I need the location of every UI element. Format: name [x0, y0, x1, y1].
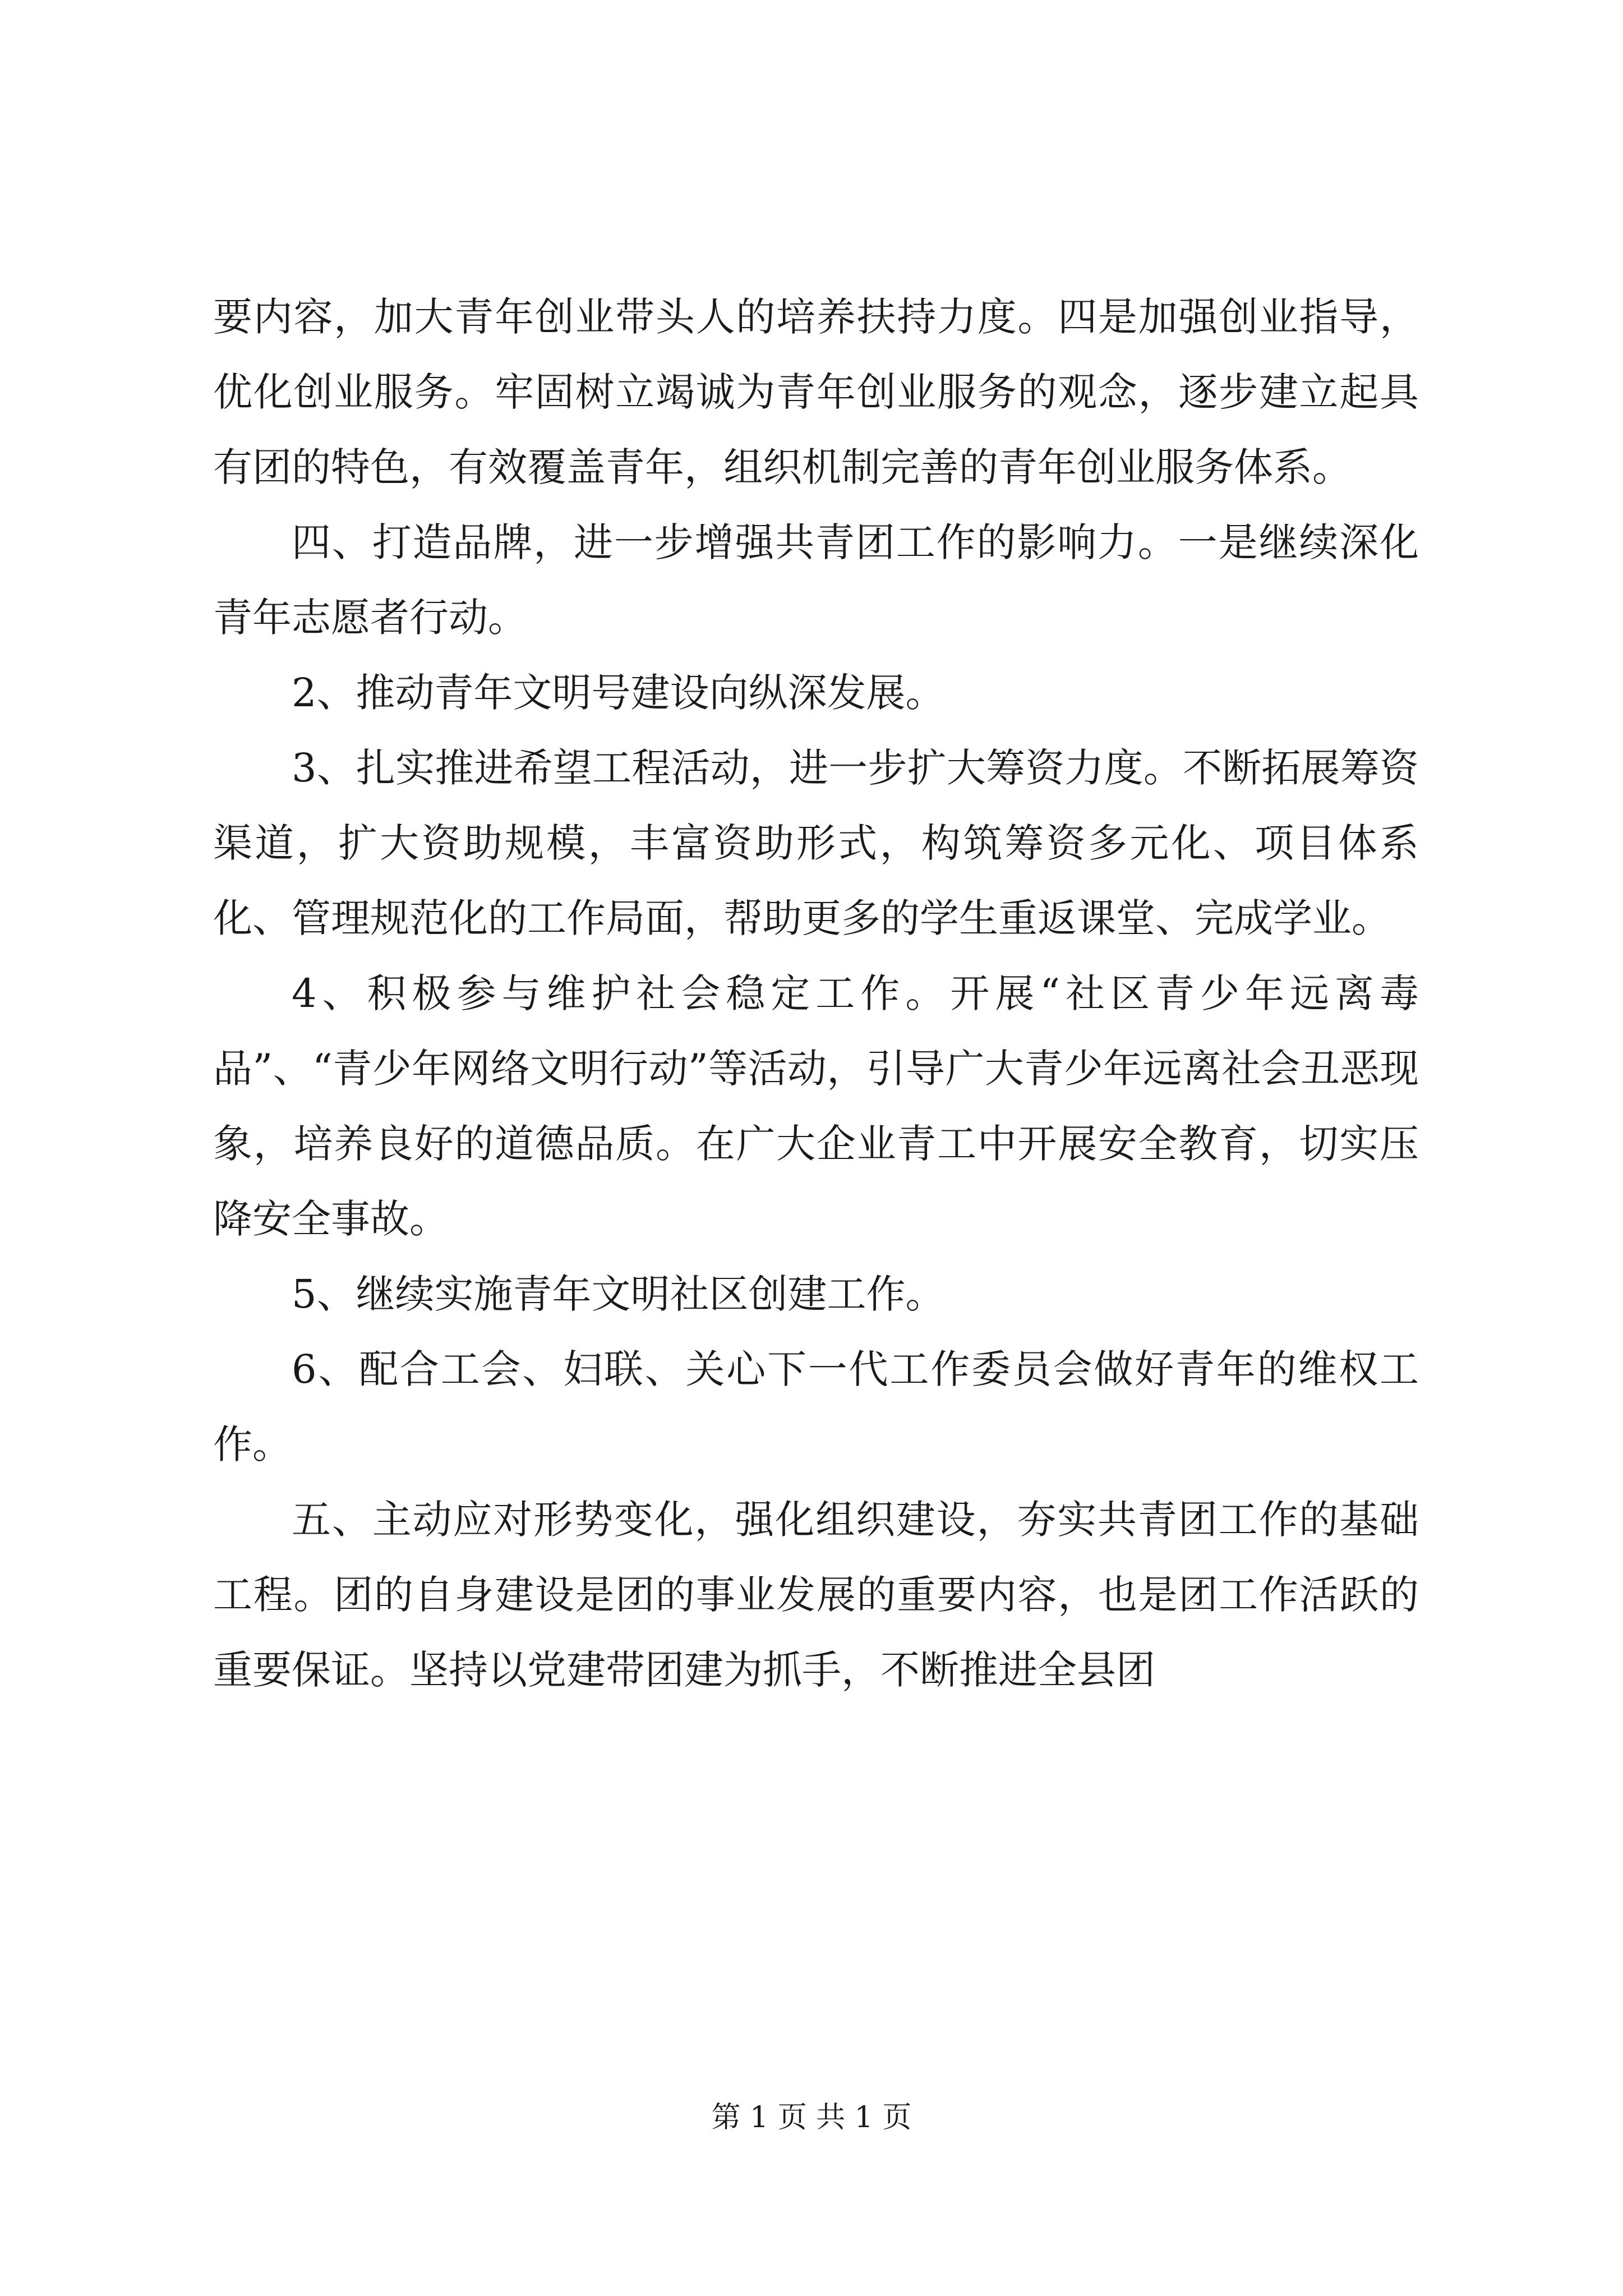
- paragraph-7: 6、配合工会、妇联、关心下一代工作委员会做好青年的维权工作。: [213, 1346, 1419, 1467]
- paragraph-2: 四、打造品牌，进一步增强共青团工作的影响力。一是继续深化青年志愿者行动。: [213, 519, 1419, 641]
- paragraph-3: 2、推动青年文明号建设向纵深发展。: [292, 670, 945, 716]
- paragraph-8: 五、主动应对形势变化，强化组织建设，夯实共青团工作的基础工程。团的自身建设是团的事业发展的重要内容，也是团工作活跃的重要保证。坚持以党建带团建为抓手，不断推进全县团: [213, 1497, 1419, 1693]
- paragraph-5: 4、积极参与维护社会稳定工作。开展“社区青少年远离毒品”、“青少年网络文明行动”等活动，引导广大青少年远离社会丑恶现象，培养良好的道德品质。在广大企业青工中开展安全教育，切实压降安全事故。: [213, 970, 1419, 1242]
- paragraph-4: 3、扎实推进希望工程活动，进一步扩大筹资力度。不断拓展筹资渠道，扩大资助规模，丰富资助形式，构筑筹资多元化、项目体系化、管理规范化的工作局面，帮助更多的学生重返课堂、完成学业。: [213, 745, 1419, 941]
- page-footer: 第 1 页 共 1 页: [711, 2101, 912, 2134]
- paragraph-6: 5、继续实施青年文明社区创建工作。: [292, 1271, 945, 1317]
- document-body: [213, 279, 1419, 1708]
- paragraph-1: 要内容，加大青年创业带头人的培养扶持力度。四是加强创业指导，优化创业服务。牢固树立竭诚为青年创业服务的观念，逐步建立起具有团的特色，有效覆盖青年，组织机制完善的青年创业服务体系。: [213, 294, 1419, 490]
